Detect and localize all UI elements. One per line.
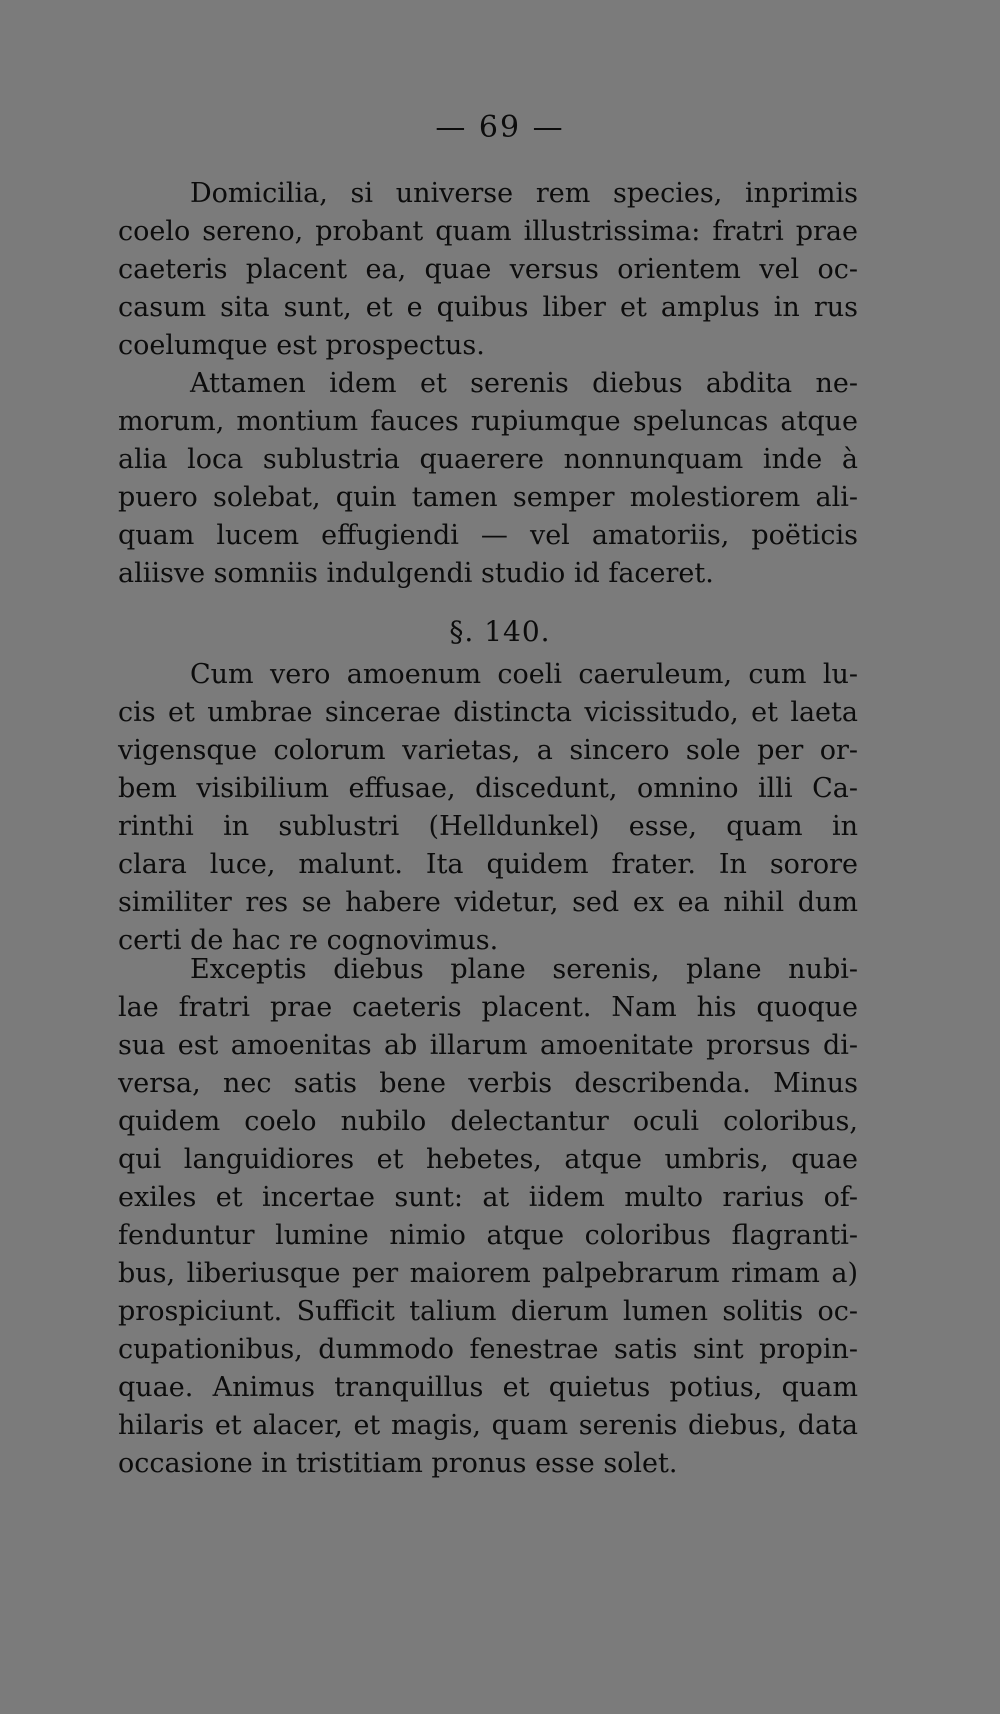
paragraph-attamen <box>118 365 858 593</box>
paragraph-cum-vero <box>118 656 858 960</box>
text-line: quidem coelo nubilo delectantur oculi coloribus, <box>118 1106 858 1137</box>
paragraph-exceptis <box>118 951 858 1483</box>
text-line: bus, liberiusque per maiorem palpebrarum rimam a) <box>118 1258 858 1289</box>
text-line: clara luce, malunt. Ita quidem frater. In sorore <box>118 849 858 880</box>
text-line: coelo sereno, probant quam illustrissima: fratri prae <box>118 216 858 247</box>
text-line: Exceptis diebus plane serenis, plane nubi- <box>190 954 858 985</box>
text-line: exiles et incertae sunt: at iidem multo rarius of- <box>118 1182 858 1213</box>
text-line: aliisve somniis indulgendi studio id faceret. <box>118 558 714 589</box>
text-line: puero solebat, quin tamen semper molestiorem ali- <box>118 482 858 513</box>
text-line: cis et umbrae sincerae distincta vicissitudo, et laeta <box>118 697 858 728</box>
text-line: cupationibus, dummodo fenestrae satis sint propin- <box>118 1334 858 1365</box>
text-line: certi de hac re cognovimus. <box>118 925 499 956</box>
text-line: vigensque colorum varietas, a sincero sole per or- <box>118 735 858 766</box>
text-line: occasione in tristitiam pronus esse solet. <box>118 1448 678 1479</box>
text-line: casum sita sunt, et e quibus liber et amplus in rus <box>118 292 858 323</box>
text-line: morum, montium fauces rupiumque speluncas atque <box>118 406 858 437</box>
text-line: similiter res se habere videtur, sed ex ea nihil dum <box>118 887 858 918</box>
text-line: sua est amoenitas ab illarum amoenitate prorsus di- <box>118 1030 858 1061</box>
text-line: fenduntur lumine nimio atque coloribus flagranti- <box>118 1220 858 1251</box>
text-line: caeteris placent ea, quae versus orientem vel oc- <box>118 254 858 285</box>
text-line: versa, nec satis bene verbis describenda. Minus <box>118 1068 858 1099</box>
text-line: hilaris et alacer, et magis, quam serenis diebus, data <box>118 1410 858 1441</box>
text-line: rinthi in sublustri (Helldunkel) esse, quam in <box>118 811 858 842</box>
text-line: Domicilia, si universe rem species, inprimis <box>190 178 858 209</box>
text-line: qui languidiores et hebetes, atque umbris, quae <box>118 1144 858 1175</box>
text-line: Attamen idem et serenis diebus abdita ne- <box>190 368 858 399</box>
page-number: — 69 — <box>435 110 565 145</box>
text-line: alia loca sublustria quaerere nonnunquam inde à <box>118 444 858 475</box>
text-line: Cum vero amoenum coeli caeruleum, cum lu- <box>190 659 858 690</box>
text-line: coelumque est prospectus. <box>118 330 485 361</box>
text-line: bem visibilium effusae, discedunt, omnino illi Ca- <box>118 773 858 804</box>
section-heading: §. 140. <box>449 615 551 648</box>
text-line: quae. Animus tranquillus et quietus potius, quam <box>118 1372 858 1403</box>
text-line: prospiciunt. Sufficit talium dierum lumen solitis oc- <box>118 1296 858 1327</box>
text-line: lae fratri prae caeteris placent. Nam his quoque <box>118 992 858 1023</box>
paragraph-domicilia <box>118 175 858 365</box>
text-line: quam lucem effugiendi — vel amatoriis, poëticis <box>118 520 858 551</box>
